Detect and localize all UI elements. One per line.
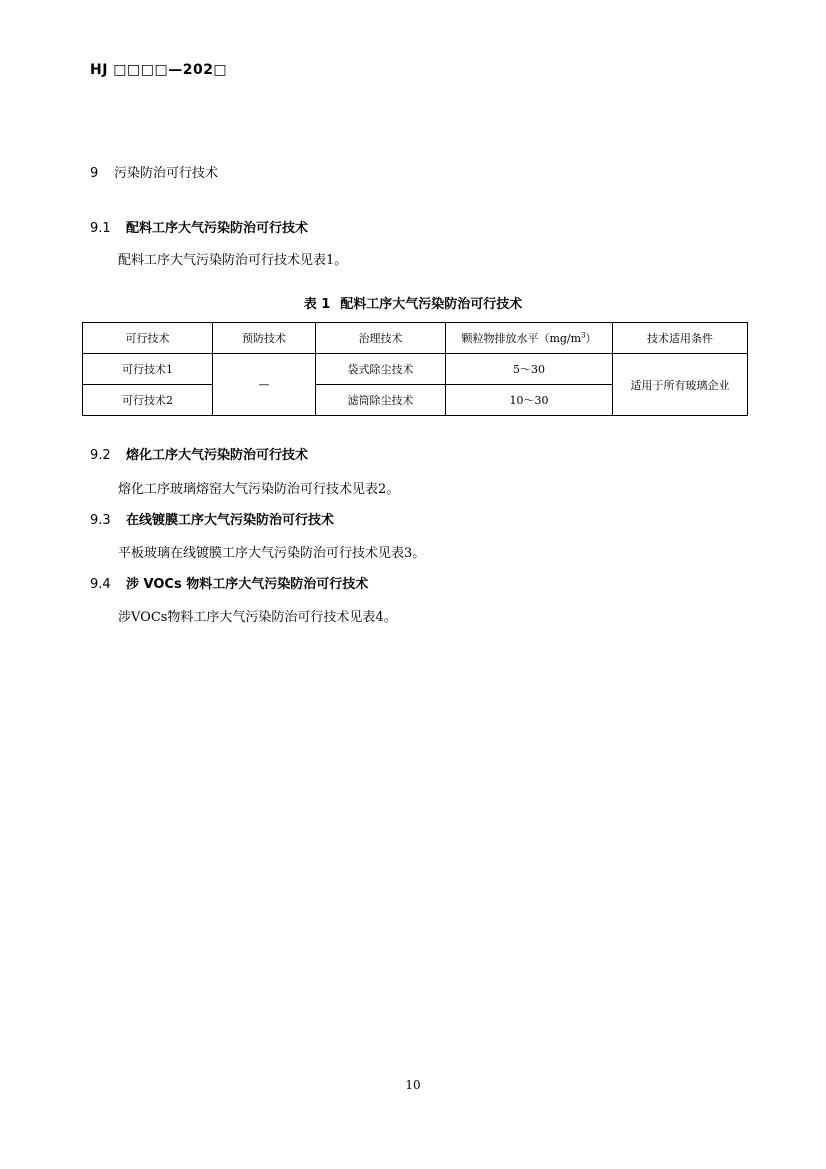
emission-header-suffix: ）	[585, 332, 597, 345]
subsection-title: 配料工序大气污染防治可行技术	[126, 221, 309, 236]
subsection-number: 9.1	[90, 221, 111, 236]
header-cell-prevention: 预防技术	[213, 323, 316, 354]
header-cell-condition: 技术适用条件	[613, 323, 748, 354]
cell-treatment: 袋式除尘技术	[316, 354, 446, 385]
cell-tech: 可行技术2	[83, 385, 213, 416]
paragraph-9-3: 平板玻璃在线镀膜工序大气污染防治可行技术见表3。	[118, 546, 426, 561]
subsection-heading-9-4	[90, 573, 368, 592]
subsection-number: 9.3	[90, 513, 111, 528]
table-header-row	[83, 323, 748, 354]
cell-tech: 可行技术1	[83, 354, 213, 385]
table-1-caption	[0, 293, 826, 312]
subsection-heading-9-3	[90, 509, 334, 528]
paragraph-9-4: 涉VOCs物料工序大气污染防治可行技术见表4。	[118, 610, 397, 625]
document-code-header: HJ □□□□—202□	[90, 62, 228, 78]
cell-prevention-merged: —	[213, 354, 316, 416]
paragraph-9-2: 熔化工序玻璃熔窑大气污染防治可行技术见表2。	[118, 482, 400, 497]
subsection-heading-9-1	[90, 217, 308, 236]
section-title: 污染防治可行技术	[114, 166, 219, 181]
cell-emission: 5～30	[446, 354, 613, 385]
header-cell-emission	[446, 323, 613, 354]
header-cell-treatment: 治理技术	[316, 323, 446, 354]
paragraph-9-1: 配料工序大气污染防治可行技术见表1。	[118, 253, 348, 268]
table-caption-title: 配料工序大气污染防治可行技术	[340, 297, 523, 312]
table-row	[83, 354, 748, 385]
subsection-title: 涉 VOCs 物料工序大气污染防治可行技术	[126, 577, 369, 592]
cell-condition-merged: 适用于所有玻璃企业	[613, 354, 748, 416]
header-cell-tech: 可行技术	[83, 323, 213, 354]
emission-header-prefix: 颗粒物排放水平（mg/m	[461, 332, 582, 345]
subsection-title: 熔化工序大气污染防治可行技术	[126, 448, 309, 463]
emission-header-sup: 3	[581, 331, 586, 340]
subsection-heading-9-2	[90, 444, 308, 463]
page-number: 10	[405, 1078, 421, 1092]
table-caption-number: 表 1	[303, 297, 331, 312]
cell-treatment: 滤筒除尘技术	[316, 385, 446, 416]
section-heading	[90, 162, 218, 181]
subsection-title: 在线镀膜工序大气污染防治可行技术	[126, 513, 335, 528]
cell-emission: 10～30	[446, 385, 613, 416]
table-1	[82, 322, 748, 416]
section-number: 9	[90, 166, 99, 181]
subsection-number: 9.4	[90, 577, 111, 592]
subsection-number: 9.2	[90, 448, 111, 463]
